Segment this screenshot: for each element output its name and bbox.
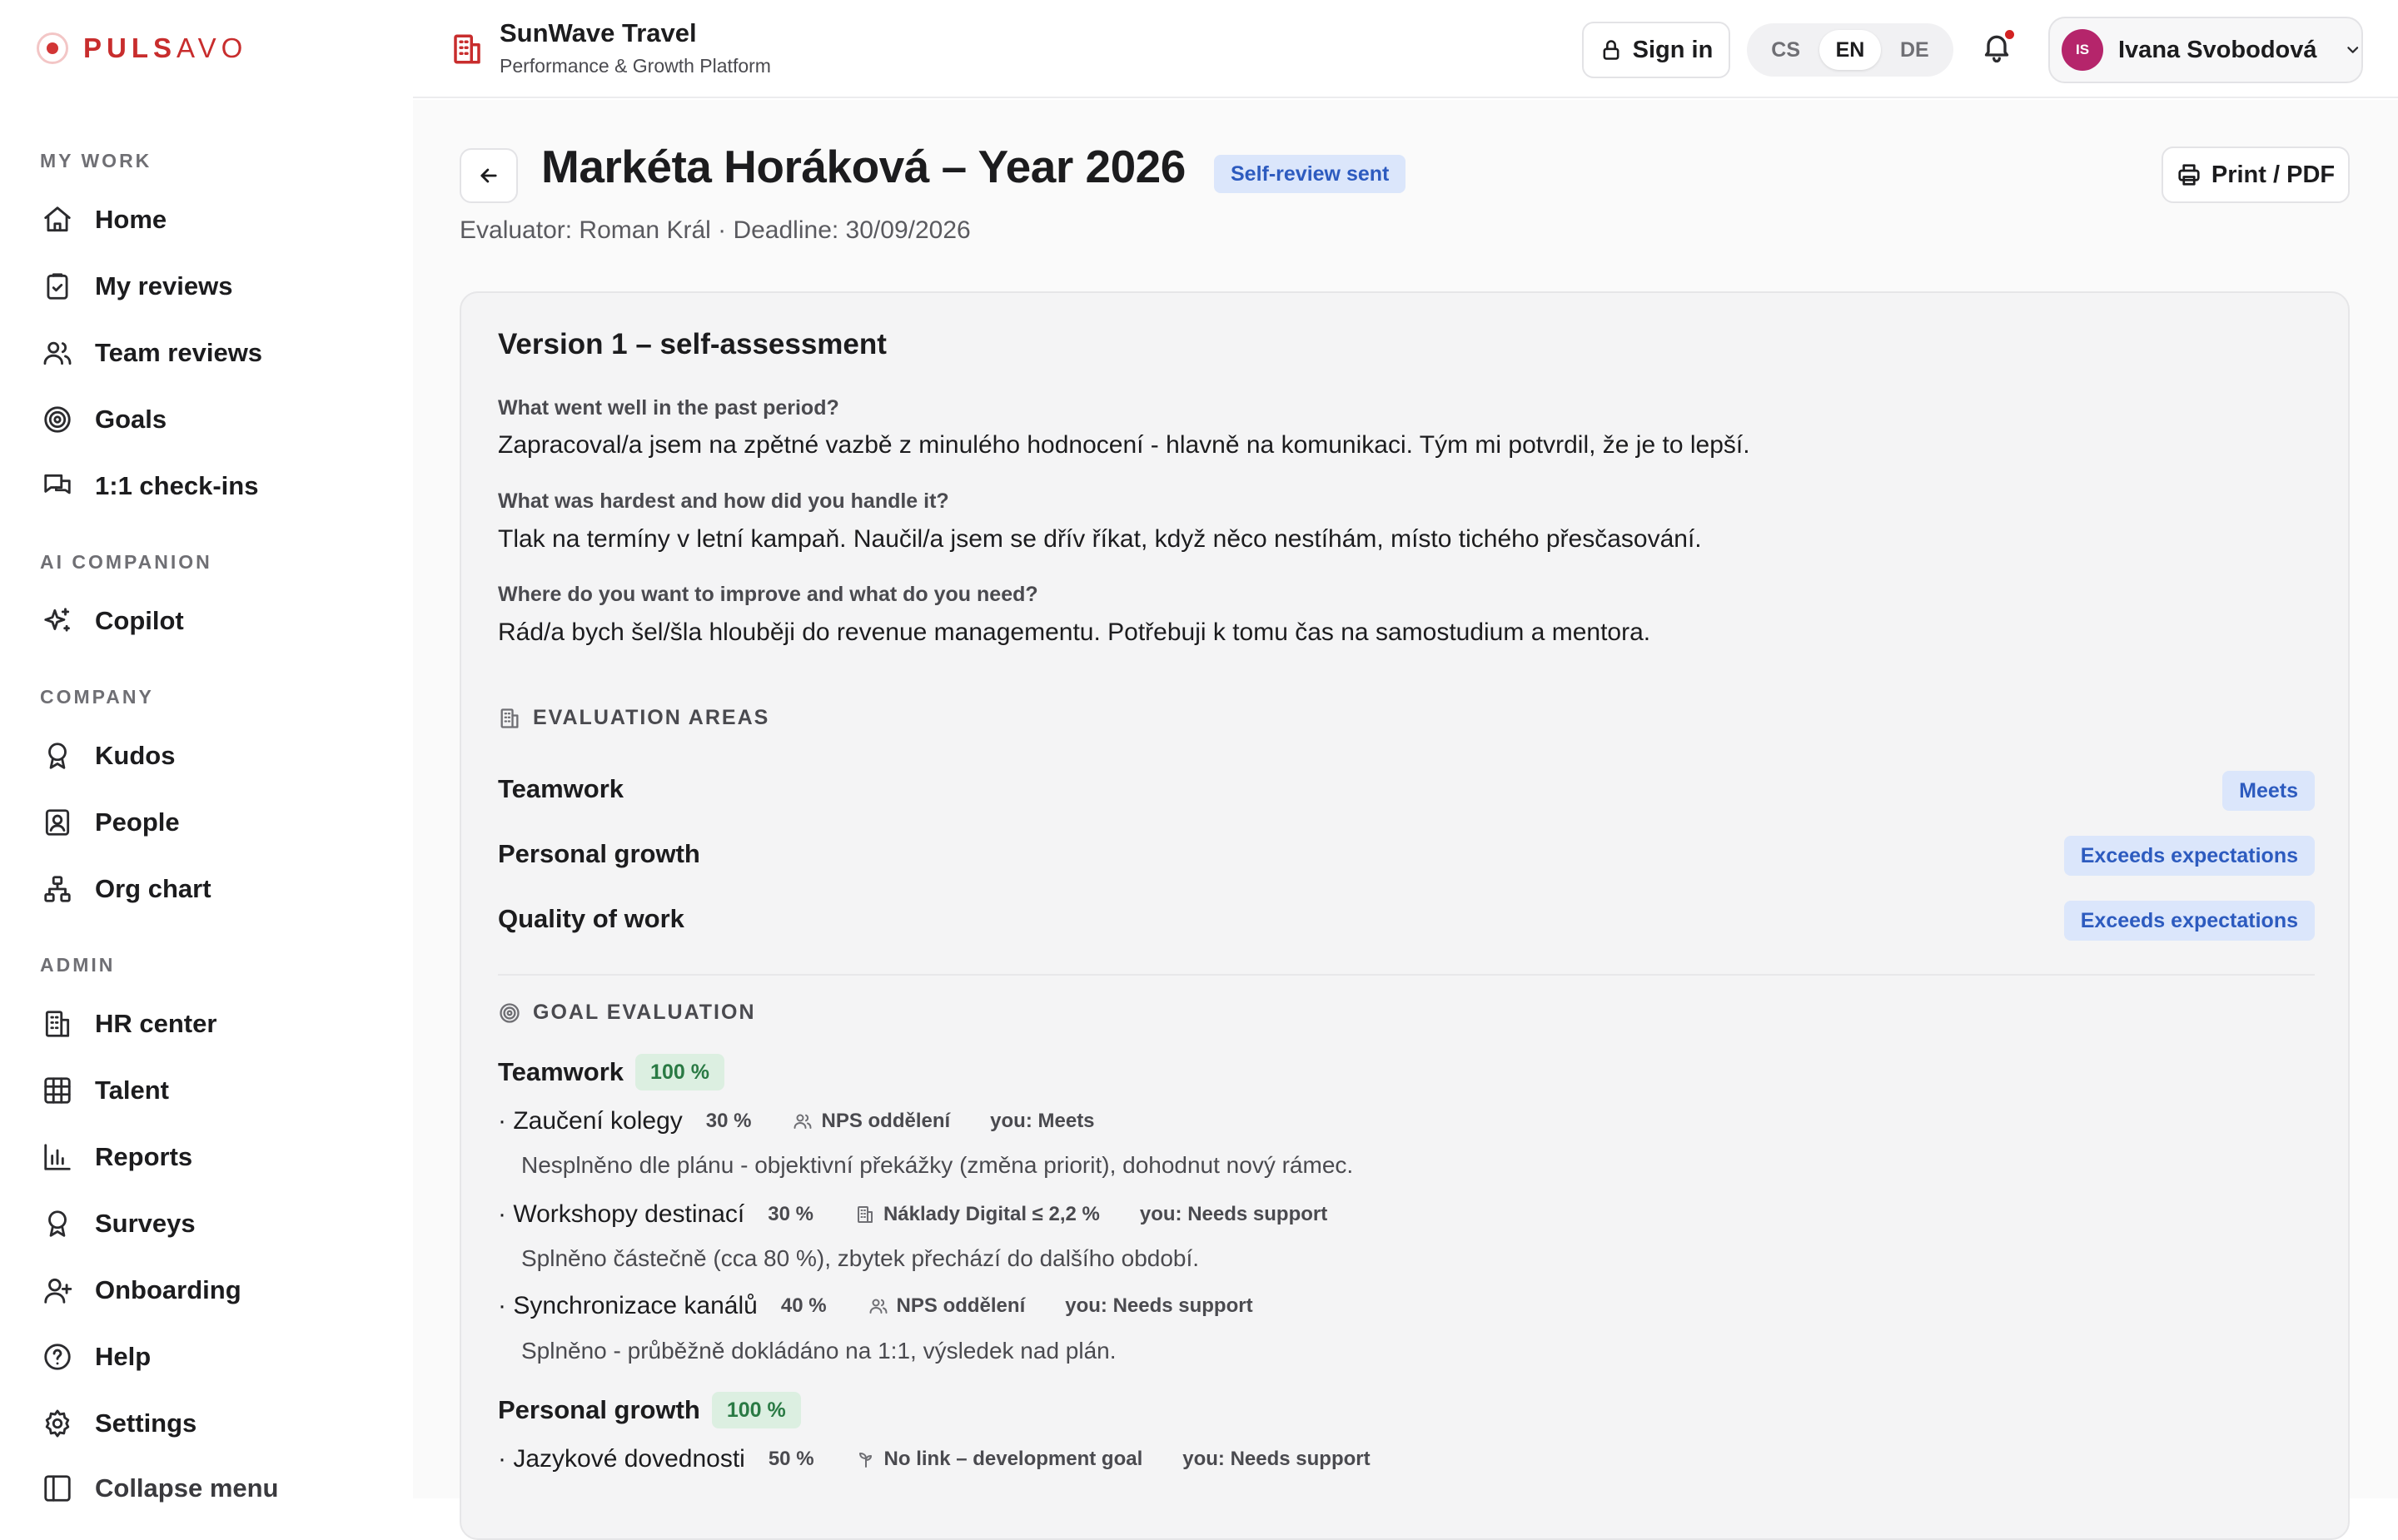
user-plus-icon	[42, 1274, 73, 1306]
sidebar-item-talent[interactable]	[42, 1067, 169, 1114]
rating-badge: Exceeds expectations	[2064, 901, 2315, 941]
goal-self-rating: you: Needs support	[1065, 1294, 1253, 1317]
evaluation-area-row	[498, 896, 2315, 946]
area-name: Quality of work	[498, 904, 684, 933]
goal-link: NPS oddělení	[793, 1110, 950, 1133]
goal-group-header	[498, 1054, 724, 1090]
sidebar-item-label: Goals	[95, 405, 167, 434]
sidebar-item-help[interactable]	[42, 1334, 151, 1380]
goal-weight: 50 %	[768, 1448, 814, 1470]
page-title: Markéta Horáková – Year 2026	[541, 141, 1186, 192]
users-icon	[793, 1111, 813, 1131]
avatar: IS	[2062, 29, 2103, 71]
evaluation-areas-heading: EVALUATION AREAS	[498, 706, 769, 730]
award-icon	[42, 740, 73, 772]
goal-weight: 30 %	[768, 1203, 813, 1225]
review-meta: Evaluator: Roman Král · Deadline: 30/09/2026	[460, 216, 971, 244]
goal-name: · Workshopy destinací	[498, 1200, 745, 1228]
home-icon	[42, 204, 73, 236]
sidebar-item-kudos[interactable]	[42, 733, 175, 779]
sidebar-item-people[interactable]	[42, 799, 180, 846]
goal-row	[498, 1292, 1253, 1320]
nav-section-admin: ADMIN	[40, 954, 116, 976]
sidebar-item-label: Collapse menu	[95, 1473, 279, 1503]
goal-comment: Splněno částečně (cca 80 %), zbytek přechází do dalšího období.	[521, 1245, 1200, 1271]
sidebar-item-label: 1:1 check-ins	[95, 471, 259, 500]
status-badge: Self-review sent	[1214, 155, 1405, 193]
goal-self-rating: you: Needs support	[1182, 1448, 1371, 1470]
sidebar-item-label: Onboarding	[95, 1275, 241, 1304]
help-circle-icon	[42, 1341, 73, 1373]
goal-name: · Zaučení kolegy	[498, 1107, 683, 1135]
clipboard-check-icon	[42, 271, 73, 302]
language-switcher	[1747, 23, 1953, 77]
target-icon	[498, 1001, 521, 1025]
sidebar-item-goals[interactable]	[42, 396, 167, 443]
sidebar-item-reports[interactable]	[42, 1134, 192, 1180]
goal-link: Náklady Digital ≤ 2,2 %	[855, 1203, 1100, 1226]
sidebar-item-org-chart[interactable]	[42, 866, 211, 912]
sidebar-item-label: Kudos	[95, 741, 176, 770]
question-answer: Rád/a bych šel/šla hlouběji do revenue managementu. Potřebuji k tomu čas na samostudium a mentora.	[498, 618, 1651, 646]
sign-in-button[interactable]	[1582, 22, 1730, 78]
area-name: Teamwork	[498, 774, 624, 803]
arrow-left-icon	[477, 164, 500, 187]
goal-link: NPS oddělení	[868, 1294, 1026, 1318]
sprout-icon	[856, 1449, 876, 1469]
goal-group-name: Teamwork	[498, 1057, 624, 1086]
question-label: What went well in the past period?	[498, 396, 839, 420]
notification-dot	[2003, 28, 2016, 41]
print-label: Print / PDF	[2211, 161, 2336, 188]
sidebar-item-hr-center[interactable]	[42, 1001, 216, 1047]
users-icon	[42, 337, 73, 369]
bar-chart-icon	[42, 1141, 73, 1173]
area-name: Personal growth	[498, 839, 700, 868]
sidebar-item-label: HR center	[95, 1009, 217, 1038]
sidebar-item-copilot[interactable]	[42, 598, 184, 644]
user-name: Ivana Svobodová	[2118, 36, 2317, 63]
sidebar-item-settings[interactable]	[42, 1400, 197, 1447]
topbar	[413, 0, 2398, 98]
goal-row	[498, 1107, 1095, 1135]
evaluation-area-row	[498, 831, 2315, 881]
goal-evaluation-heading: GOAL EVALUATION	[498, 1001, 756, 1025]
goal-row	[498, 1445, 1371, 1473]
sign-in-label: Sign in	[1632, 36, 1714, 63]
sidebar-item-my-reviews[interactable]	[42, 263, 232, 310]
language-option-de[interactable]: DE	[1899, 37, 1929, 62]
sidebar-item-label: Surveys	[95, 1209, 196, 1238]
goal-name: · Jazykové dovednosti	[498, 1445, 745, 1473]
nav-section-my-work: MY WORK	[40, 150, 152, 171]
main-content	[413, 100, 2398, 1498]
sidebar-item-label: Help	[95, 1342, 152, 1371]
company-subtitle: Performance & Growth Platform	[500, 55, 771, 77]
users-icon	[868, 1296, 888, 1316]
building-icon	[855, 1205, 875, 1225]
user-menu-button[interactable]	[2048, 17, 2363, 83]
nav-section-company: COMPANY	[40, 686, 154, 708]
question-label: What was hardest and how did you handle it?	[498, 489, 949, 513]
brand-name: PULSAVO	[83, 32, 248, 63]
building-icon	[450, 32, 485, 67]
pulse-logo-icon	[37, 32, 68, 64]
sidebar-item-label: Org chart	[95, 874, 211, 903]
goal-group-header	[498, 1392, 801, 1428]
rating-badge: Exceeds expectations	[2064, 836, 2315, 876]
org-chart-icon	[42, 873, 73, 905]
goal-link: No link – development goal	[856, 1448, 1143, 1471]
goal-comment: Splněno - průběžně dokládáno na 1:1, výsledek nad plán.	[521, 1338, 1117, 1364]
building-icon	[42, 1008, 73, 1040]
review-version-card	[460, 291, 2350, 1540]
sidebar-item-label: Team reviews	[95, 338, 263, 367]
print-pdf-button[interactable]	[2162, 147, 2350, 203]
section-divider	[498, 974, 2315, 976]
building-icon	[498, 707, 521, 730]
chevron-down-icon	[2344, 39, 2361, 61]
sidebar-item-team-reviews[interactable]	[42, 330, 262, 376]
goal-group-name: Personal growth	[498, 1395, 700, 1424]
award-icon	[42, 1208, 73, 1239]
notifications-button[interactable]	[1980, 30, 2017, 67]
question-label: Where do you want to improve and what do you need?	[498, 583, 1038, 606]
sparkles-icon	[42, 605, 73, 637]
sidebar-item-checkins[interactable]	[42, 463, 258, 509]
sidebar-item-label: My reviews	[95, 271, 233, 301]
goal-name: · Synchronizace kanálů	[498, 1292, 758, 1319]
sidebar-item-label: Home	[95, 205, 167, 234]
evaluation-area-row	[498, 766, 2315, 816]
chat-bubbles-icon	[42, 470, 73, 502]
goal-group-percent-badge: 100 %	[635, 1054, 724, 1090]
sidebar-item-label: Talent	[95, 1076, 169, 1105]
grid-icon	[42, 1075, 73, 1106]
sidebar-collapse-icon	[42, 1473, 73, 1504]
contact-card-icon	[42, 807, 73, 838]
target-icon	[42, 404, 73, 435]
sidebar-item-home[interactable]	[42, 196, 167, 243]
question-answer: Tlak na termíny v letní kampaň. Naučil/a jsem se dřív říkat, když něco nestíhám, místo tichého přesčasování.	[498, 525, 1702, 553]
goal-comment: Nesplněno dle plánu - objektivní překážky (změna priorit), dohodnut nový rámec.	[521, 1152, 1354, 1178]
version-title: Version 1 – self-assessment	[498, 328, 887, 360]
sidebar-item-label: Copilot	[95, 606, 184, 635]
goal-self-rating: you: Needs support	[1139, 1203, 1328, 1225]
goal-weight: 40 %	[780, 1294, 827, 1317]
language-option-cs[interactable]: CS	[1771, 37, 1801, 62]
goal-self-rating: you: Meets	[990, 1110, 1095, 1132]
back-button[interactable]	[460, 148, 518, 203]
company-name: SunWave Travel	[500, 18, 697, 47]
printer-icon	[2177, 162, 2201, 187]
brand-logo[interactable]	[37, 30, 247, 67]
sidebar	[0, 0, 413, 1503]
lock-icon	[1599, 38, 1623, 62]
nav-section-ai: AI COMPANION	[40, 551, 212, 573]
sidebar-item-onboarding[interactable]	[42, 1267, 241, 1314]
language-option-en[interactable]: EN	[1819, 30, 1881, 70]
goal-group-percent-badge: 100 %	[712, 1392, 801, 1428]
sidebar-item-label: Settings	[95, 1408, 197, 1438]
goal-row	[498, 1200, 1327, 1229]
question-answer: Zapracoval/a jsem na zpětné vazbě z minulého hodnocení - hlavně na komunikaci. Tým mi potvrdil, že je to lepší.	[498, 431, 1750, 459]
sidebar-item-label: People	[95, 807, 180, 837]
sidebar-item-surveys[interactable]	[42, 1200, 196, 1247]
gear-icon	[42, 1408, 73, 1439]
sidebar-item-label: Reports	[95, 1142, 193, 1171]
goal-weight: 30 %	[705, 1110, 752, 1132]
sidebar-collapse-button[interactable]	[42, 1465, 279, 1512]
rating-badge: Meets	[2222, 771, 2315, 811]
